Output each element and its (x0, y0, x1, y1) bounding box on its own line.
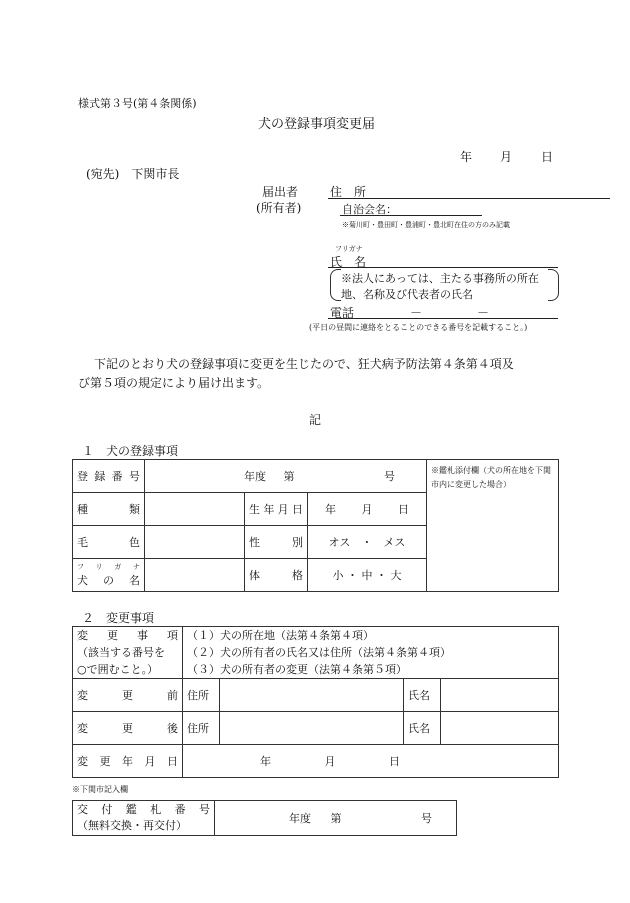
size-value-cell (308, 559, 427, 592)
tag-no-go: 号 (421, 812, 432, 825)
tag-attach-cell (427, 460, 559, 592)
section2-heading: ２ 変更事項 (82, 611, 155, 625)
jichikai-label: 自治会名： (342, 203, 397, 216)
jichikai-underline (340, 215, 482, 216)
body-text-line2: び第５項の規定により届け出ます。 (78, 376, 270, 390)
item-note-2: ○で囲むこと。） (77, 663, 159, 676)
date-year-label: 年 (460, 150, 473, 164)
before-name-label-cell (404, 679, 441, 712)
ki-label: 記 (309, 413, 322, 427)
breed-value-cell (145, 493, 245, 526)
phone-note: (平日の昼間に連絡をとることのできる番号を記載すること。) (309, 323, 528, 332)
sex-label-cell (245, 526, 308, 559)
color-label-cell (73, 526, 145, 559)
item-note-1: （該当する番号を (77, 646, 165, 659)
tag-no-label-cell (73, 801, 215, 836)
before-label: 変更前 (77, 689, 178, 702)
option-2: （２）犬の所有者の氏名又は住所（法第４条第４項） (187, 646, 451, 659)
birth-day-label: 日 (398, 503, 409, 516)
corp-note-line2: 地、名称及び代表者の氏名 (341, 288, 473, 301)
after-label-cell (73, 712, 183, 745)
after-name-label-cell (404, 712, 441, 745)
furigana-label: フリガナ (335, 245, 363, 253)
birth-month-label: 月 (361, 503, 373, 516)
sex-value-cell (308, 526, 427, 559)
change-date-value-cell (183, 745, 559, 778)
reg-go-label: 号 (384, 470, 395, 483)
change-date-label-cell (73, 745, 183, 778)
reg-no-label-cell (73, 460, 145, 493)
size-label: 体格 (249, 569, 303, 582)
dogname-value-cell (145, 559, 245, 592)
change-date-day: 日 (389, 755, 400, 768)
breed-label: 種類 (77, 503, 140, 516)
tag-no-label: 交付鑑札番号 (77, 803, 210, 816)
owner-label: (所有者) (256, 201, 302, 215)
phone-label: 電話 (330, 306, 355, 320)
birth-label-cell (245, 493, 308, 526)
jichikai-note: ※菊川町・豊田町・豊浦町・豊北町在住の方のみ記載 (342, 221, 510, 229)
name-label: 氏 名 (330, 255, 367, 269)
city-use-table (72, 800, 457, 836)
dogname-furigana: フリガナ (77, 562, 140, 571)
reg-year-label: 年度 (244, 470, 266, 483)
change-items-table (72, 626, 559, 778)
after-name-label: 氏名 (408, 722, 430, 735)
dogname-label: 犬の名 (77, 573, 140, 587)
bracket-right (548, 269, 559, 301)
address-label: 住 所 (330, 185, 367, 199)
size-label-cell (245, 559, 308, 592)
item-options-cell (183, 627, 559, 679)
tag-no-sublabel: （無料交換・再交付） (77, 819, 187, 832)
option-3: （３）犬の所有者の変更（法第４条第５項） (187, 663, 407, 676)
tag-no-dai: 第 (330, 812, 342, 825)
after-name-value (441, 712, 559, 745)
after-address-label: 住所 (187, 722, 209, 735)
dog-registration-table (72, 459, 559, 592)
applicant-label: 届出者 (262, 185, 299, 199)
sex-label: 性別 (249, 536, 303, 549)
after-address-label-cell (183, 712, 220, 745)
bracket-left (330, 269, 341, 301)
color-value-cell (145, 526, 245, 559)
date-day-label: 日 (541, 150, 554, 164)
section1-heading: １ 犬の登録事項 (82, 444, 179, 458)
form-title: 犬の登録事項変更届 (258, 117, 376, 132)
after-label: 変更後 (77, 722, 178, 735)
after-address-value (220, 712, 404, 745)
body-text-line1: 下記のとおり犬の登録事項に変更を生じたので、狂犬病予防法第４条第４項及 (94, 357, 514, 371)
before-label-cell (73, 679, 183, 712)
reg-dai-label: 第 (283, 470, 295, 483)
corp-note-line1: ※法人にあっては、主たる事務所の所在 (341, 272, 539, 285)
reg-no-label: 登録番号 (77, 470, 140, 483)
tag-no-value-cell (215, 801, 457, 836)
change-date-month: 月 (324, 755, 336, 768)
before-name-label: 氏名 (408, 689, 430, 702)
phone-dash-1: － (410, 306, 423, 320)
birth-value-cell (308, 493, 427, 526)
item-label-cell (73, 627, 183, 679)
before-address-label: 住所 (187, 689, 209, 702)
tag-no-year: 年度 (289, 812, 311, 825)
form-number: 様式第３号(第４条関係) (78, 97, 197, 110)
birth-label: 生年月日 (249, 503, 303, 516)
item-label: 変更事項 (77, 629, 178, 642)
size-options: 小 ・ 中 ・ 大 (332, 569, 402, 582)
before-address-value (220, 679, 404, 712)
birth-year-label: 年 (325, 503, 336, 516)
option-1: （１）犬の所在地（法第４条第４項） (187, 629, 374, 642)
tag-note: ※鑑札添付欄（犬の所在地を下関市内に変更した場合） (431, 466, 551, 489)
color-label: 毛色 (77, 536, 140, 549)
addressee: (宛先) 下関市長 (86, 167, 180, 181)
change-date-label: 変更年月日 (77, 755, 178, 768)
reg-no-value-cell (145, 460, 427, 493)
change-date-year: 年 (260, 755, 271, 768)
section3-heading: ※下関市記入欄 (72, 785, 128, 794)
sex-options: オス ・ メス (328, 536, 406, 549)
name-underline (328, 267, 558, 268)
dogname-label-cell (73, 559, 145, 592)
before-address-label-cell (183, 679, 220, 712)
phone-underline (328, 318, 558, 319)
before-name-value (441, 679, 559, 712)
phone-dash-2: － (477, 306, 490, 320)
breed-label-cell (73, 493, 145, 526)
date-month-label: 月 (500, 150, 513, 164)
address-underline (328, 198, 610, 199)
